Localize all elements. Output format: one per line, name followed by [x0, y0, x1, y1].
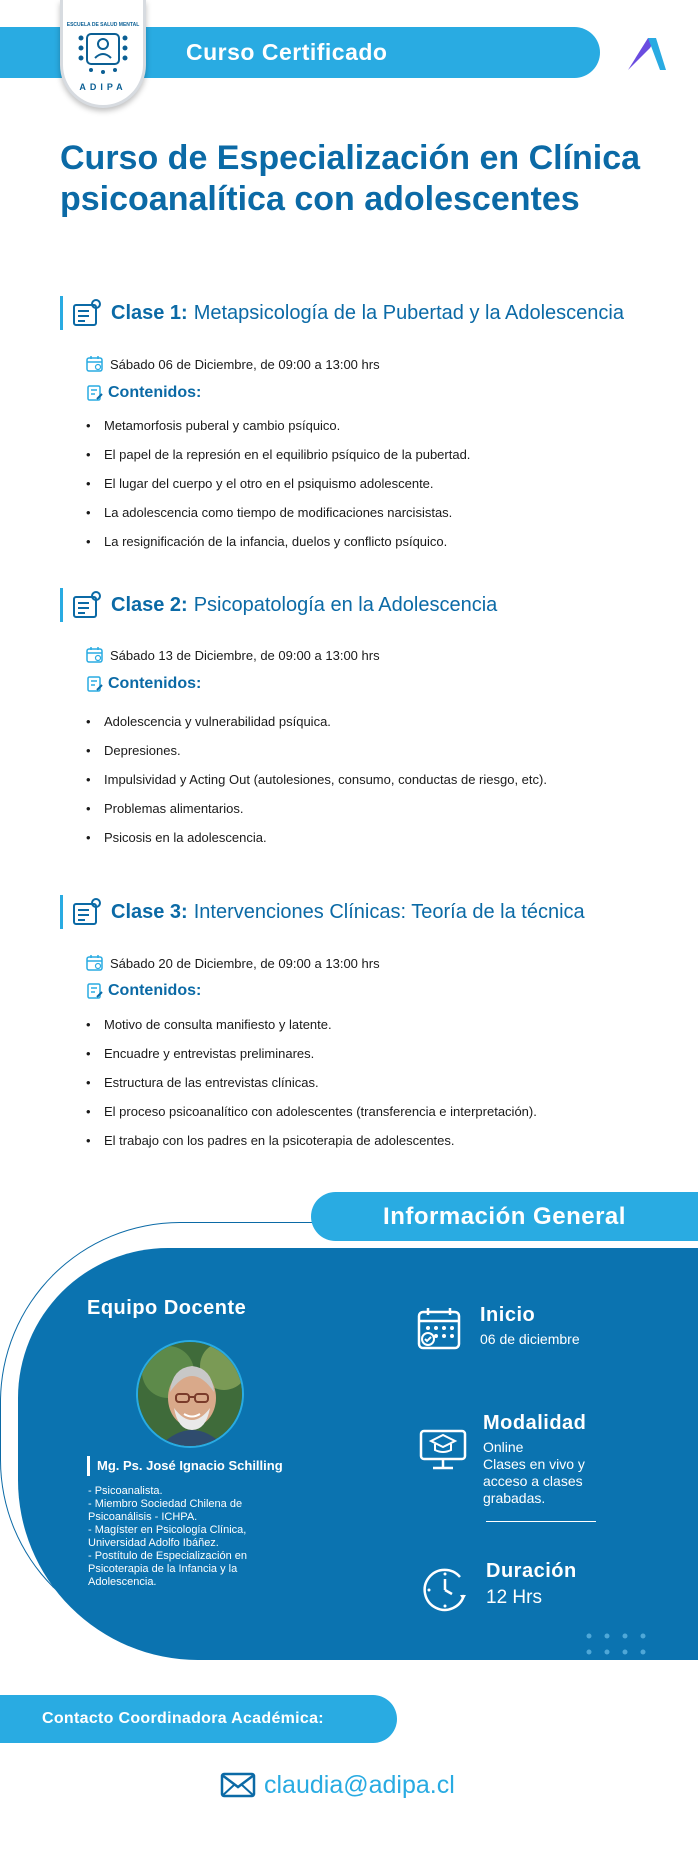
class-2-title: Psicopatología en la Adolescencia [193, 593, 498, 616]
class-3-date-text: Sábado 20 de Diciembre, de 09:00 a 13:00 hrs [110, 955, 380, 971]
page-title: Curso de Especialización en Clínica psicoanalítica con adolescentes [60, 139, 641, 218]
contact-label: Contacto Coordinadora Académica: [0, 1695, 397, 1743]
list-item: • Motivo de consulta manifiesto y latente. [86, 1015, 686, 1044]
class-3-contents-label: Contenidos: [108, 982, 202, 999]
info-start-text [480, 1304, 580, 1348]
list-item: • Estructura de las entrevistas clínicas. [86, 1073, 686, 1102]
class-book-icon [71, 896, 103, 928]
list-item: • Impulsividad y Acting Out (autolesiones, consumo, conductas de riesgo, etc). [86, 770, 686, 799]
professor-name: Mg. Ps. José Ignacio Schilling [87, 1456, 283, 1476]
class-2-contents-heading [86, 673, 201, 695]
class-1-contents-label: Contenidos: [108, 384, 202, 401]
class-1-contents-heading [86, 382, 201, 404]
info-duration-text [486, 1560, 577, 1609]
class-3-contents-heading [86, 980, 201, 1002]
duration-label: Duración [486, 1560, 577, 1582]
adipa-logo [60, 0, 146, 108]
list-item: • Adolescencia y vulnerabilidad psíquica. [86, 712, 686, 741]
list-item: • El lugar del cuerpo y el otro en el psiquismo adolescente. [86, 474, 686, 503]
class-2-number: Clase 2: [111, 593, 188, 616]
mail-icon [220, 1772, 256, 1798]
email-text[interactable]: claudia@adipa.cl [264, 1770, 455, 1799]
class-3-contents-list [86, 1015, 686, 1160]
list-item: • Metamorfosis puberal y cambio psíquico. [86, 416, 686, 445]
info-section-title: Información General [311, 1192, 698, 1241]
document-edit-icon [86, 384, 104, 402]
class-1-title: Metapsicología de la Pubertad y la Adolescencia [193, 301, 624, 324]
calendar-icon [86, 646, 104, 664]
list-item: • Problemas alimentarios. [86, 799, 686, 828]
email-link[interactable] [220, 1766, 455, 1804]
list-item: • El trabajo con los padres en la psicoterapia de adolescentes. [86, 1131, 686, 1160]
class-2-contents-list [86, 712, 686, 857]
brand-a-icon [626, 34, 666, 78]
class-1-number: Clase 1: [111, 301, 188, 324]
avatar [136, 1340, 244, 1448]
clock-icon [420, 1565, 470, 1615]
professor-description: - Psicoanalista. - Miembro Sociedad Chilena de Psicoanálisis - ICHPA. - Magíster en Psicología Clínica, Universidad Adolfo Ibáñez. - Postítulo de Especialización en Psicoterapia de la Infancia y la Adolescencia. [88, 1485, 247, 1588]
class-3-title: Intervenciones Clínicas: Teoría de la técnica [193, 900, 585, 923]
start-value: 06 de diciembre [480, 1331, 580, 1347]
info-start [416, 1306, 462, 1352]
logo-bottom-text: ADIPA [79, 82, 127, 92]
class-3-number: Clase 3: [111, 900, 188, 923]
class-1-contents-list [86, 416, 686, 561]
course-badge: Curso Certificado [186, 39, 388, 65]
document-edit-icon [86, 675, 104, 693]
logo-top-text: ESCUELA DE SALUD MENTAL [66, 22, 140, 28]
info-modality-text [483, 1412, 613, 1507]
class-book-icon [71, 297, 103, 329]
divider [486, 1521, 596, 1522]
info-duration [420, 1565, 470, 1615]
calendar-icon [416, 1306, 462, 1352]
list-item: • La resignificación de la infancia, duelos y conflicto psíquico. [86, 532, 686, 561]
class-1-date-text: Sábado 06 de Diciembre, de 09:00 a 13:00 hrs [110, 356, 380, 372]
list-item: • La adolescencia como tiempo de modificaciones narcisistas. [86, 503, 686, 532]
class-2-header [60, 588, 680, 622]
info-modality [418, 1423, 468, 1473]
class-2-date-text: Sábado 13 de Diciembre, de 09:00 a 13:00 hrs [110, 647, 380, 663]
document-edit-icon [86, 982, 104, 1000]
class-3-header [60, 895, 680, 929]
list-item: • El proceso psicoanalítico con adolescentes (transferencia e interpretación). [86, 1102, 686, 1131]
start-label: Inicio [480, 1304, 536, 1326]
class-3-date [86, 953, 380, 973]
list-item: • Depresiones. [86, 741, 686, 770]
class-2-contents-label: Contenidos: [108, 675, 202, 692]
modality-label: Modalidad [483, 1412, 587, 1434]
class-book-icon [71, 589, 103, 621]
list-item: • El papel de la represión en el equilibrio psíquico de la pubertad. [86, 445, 686, 474]
list-item: • Encuadre y entrevistas preliminares. [86, 1044, 686, 1073]
team-title: Equipo Docente [87, 1297, 247, 1319]
calendar-icon [86, 355, 104, 373]
list-item: • Psicosis en la adolescencia. [86, 828, 686, 857]
decorative-dots [586, 1632, 656, 1658]
modality-value: Online Clases en vivo y acceso a clases grabadas. [483, 1439, 585, 1506]
class-1-header [60, 296, 680, 330]
class-1-date [86, 354, 380, 374]
calendar-icon [86, 954, 104, 972]
duration-value: 12 Hrs [486, 1587, 542, 1608]
professor-photo-icon [138, 1342, 244, 1448]
online-class-icon [418, 1423, 468, 1473]
class-2-date [86, 645, 380, 665]
